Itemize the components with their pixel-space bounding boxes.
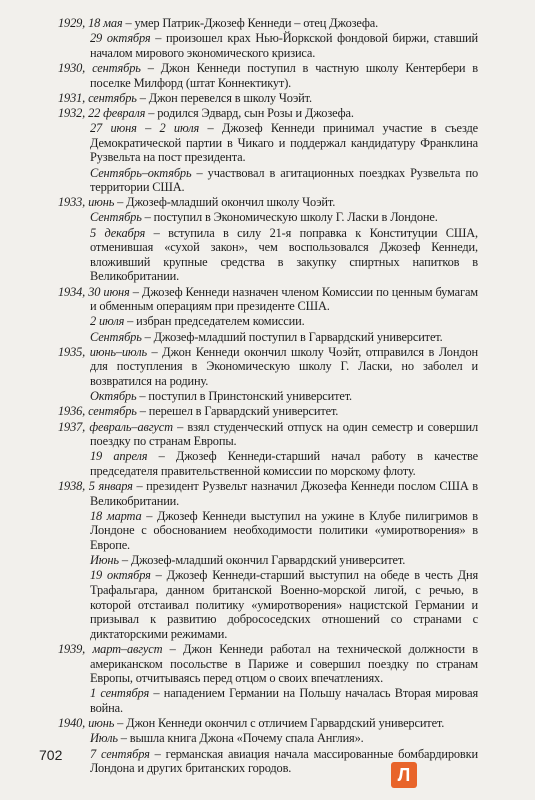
entry-text: – Джозеф Кеннеди выступил на ужине в Клубе пилигримов в Лондоне с обоснованием необходимости политики «умиротворения» в Европе. xyxy=(90,508,478,553)
entry-date: 1937, февраль–август xyxy=(58,419,173,434)
entry-date: Июль xyxy=(90,731,118,746)
entry-date: 1930, сентябрь xyxy=(58,60,141,75)
entry-text: – Джозеф-младший окончил Гарвардский университет. xyxy=(118,553,406,568)
entry-text: – родился Эдвард, сын Розы и Джозефа. xyxy=(145,105,354,120)
entry-date: Июнь xyxy=(90,553,119,568)
entry-date: 18 марта xyxy=(90,508,142,523)
chronology-entry xyxy=(58,553,478,568)
entry-date: 1936, сентябрь xyxy=(58,404,137,419)
chronology-entry xyxy=(58,568,478,641)
entry-date: Октябрь xyxy=(90,389,137,404)
entry-text: – Джон Кеннеди работал на технической должности в американском посольстве в Париже и совершил поездку по странам Европы, отчитываясь перед отцом о своих впечатлениях. xyxy=(90,642,478,686)
chronology-entry xyxy=(58,686,478,715)
entry-text: – Джозеф-младший поступил в Гарвардский университет. xyxy=(141,329,443,344)
entry-text: – Джозеф Кеннеди-старший начал работу в качестве председателя правительственной комиссии по морскому флоту. xyxy=(90,449,478,478)
chronology-entry xyxy=(58,16,478,31)
entry-text: – Джозеф Кеннеди назначен членом Комиссии по ценным бумагам и обменным операциям при президенте США. xyxy=(90,284,478,314)
entry-date: Сентябрь xyxy=(90,329,142,344)
entry-text: – перешел в Гарвардский университет. xyxy=(136,404,339,419)
chronology-entry xyxy=(58,106,478,121)
entry-text: – Джозеф Кеннеди принимал участие в съезде Демократической партии в Чикаго и поддержал кандидатуру Франклина Рузвельта на пост президента. xyxy=(90,121,478,165)
entry-date: 1935, июнь–июль xyxy=(58,344,147,359)
entry-text: – Джозеф Кеннеди-старший выступил на обеде в честь Дня Трафальгара, данном британской Военно-морской лигой, с речью, в которой отстаивал политику «умиротворения» нацистской Германии и призывал к развитию добрососедских отношений со странами с диктаторскими режимами. xyxy=(90,568,478,641)
chronology-entry xyxy=(58,31,478,60)
chronology-text xyxy=(58,16,478,776)
chronology-entry xyxy=(58,479,478,508)
entry-text: – взял студенческий отпуск на один семестр и совершил поездку по странам Европы. xyxy=(90,419,478,449)
chronology-entry xyxy=(58,404,478,419)
entry-date: 1934, 30 июня xyxy=(58,284,130,299)
chronology-entry xyxy=(58,731,478,746)
chronology-entry xyxy=(58,420,478,449)
entry-text: – Джон Кеннеди окончил с отличием Гарвардский университет. xyxy=(114,716,445,731)
entry-text: – Джон перевелся в школу Чоэйт. xyxy=(136,90,312,105)
entry-date: 29 октября xyxy=(90,31,151,46)
entry-date: 1940, июнь xyxy=(58,716,115,731)
publisher-logo-icon: Л xyxy=(391,762,417,788)
entry-text: – германская авиация начала массированные бомбардировки Лондона и других британских городов. xyxy=(90,746,478,776)
entry-date: 19 октября xyxy=(90,568,151,583)
entry-text: – Джон Кеннеди окончил школу Чоэйт, отправился в Лондон для поступления в Экономическую школу Г. Ласки, но заболел и возвратился на родину. xyxy=(90,344,478,388)
chronology-entry xyxy=(58,330,478,345)
chronology-entry xyxy=(58,166,478,195)
entry-text: – Джон Кеннеди поступил в частную школу Кентербери в поселке Милфорд (штат Коннектикут). xyxy=(90,60,478,90)
entry-text: – вступила в силу 21-я поправка к Конституции США, отменившая «сухой закон», чем воспользовался Джозеф Кеннеди, вложивший крупные средства в закупку спиртных напитков в Великобритании. xyxy=(90,225,478,284)
entry-date: Сентябрь–октябрь xyxy=(90,165,192,180)
chronology-entry xyxy=(58,509,478,553)
chronology-entry xyxy=(58,210,478,225)
entry-text: – избран председателем комиссии. xyxy=(124,314,305,329)
chronology-entry xyxy=(58,91,478,106)
entry-date: 1929, 18 мая xyxy=(58,16,123,30)
entry-date: 27 июня – 2 июля xyxy=(90,121,200,136)
page-number: 702 xyxy=(39,747,63,763)
entry-text: – умер Патрик-Джозеф Кеннеди – отец Джозефа. xyxy=(122,16,379,30)
entry-text: – Джозеф-младший окончил школу Чоэйт. xyxy=(114,195,336,210)
chronology-entry xyxy=(58,61,478,90)
chronology-entry xyxy=(58,389,478,404)
chronology-entry xyxy=(58,716,478,731)
entry-date: 1938, 5 января xyxy=(58,479,133,494)
chronology-entry xyxy=(58,121,478,165)
chronology-entry xyxy=(58,314,478,329)
chronology-entry xyxy=(58,345,478,389)
entry-date: 1931, сентябрь xyxy=(58,90,137,105)
entry-date: 7 сентября xyxy=(90,746,150,761)
chronology-entry xyxy=(58,285,478,314)
entry-text: – поступил в Принстонский университет. xyxy=(136,389,352,404)
entry-text: – поступил в Экономическую школу Г. Ласки в Лондоне. xyxy=(141,210,438,225)
entry-date: 1933, июнь xyxy=(58,195,115,210)
entry-date: 1939, март–август xyxy=(58,642,163,656)
entry-text: – участвовал в агитационных поездках Рузвельта по территории США. xyxy=(90,165,478,195)
chronology-entry xyxy=(58,195,478,210)
entry-date: 5 декабря xyxy=(90,225,146,240)
chronology-entry xyxy=(58,226,478,284)
entry-date: 1 сентября xyxy=(90,686,150,701)
chronology-entry xyxy=(58,642,478,686)
entry-text: – нападением Германии на Польшу началась Вторая мировая война. xyxy=(90,686,478,715)
entry-date: 19 апреля xyxy=(90,449,148,464)
entry-text: – президент Рузвельт назначил Джозефа Кеннеди послом США в Великобритании. xyxy=(90,479,479,508)
entry-date: 1932, 22 февраля xyxy=(58,105,146,120)
entry-text: – произошел крах Нью-Йоркской фондовой биржи, ставший началом мирового экономического кризиса. xyxy=(90,31,478,60)
entry-text: – вышла книга Джона «Почему спала Англия». xyxy=(117,731,364,746)
chronology-entry xyxy=(58,449,478,478)
entry-date: Сентябрь xyxy=(90,210,142,225)
entry-date: 2 июля xyxy=(90,314,125,329)
